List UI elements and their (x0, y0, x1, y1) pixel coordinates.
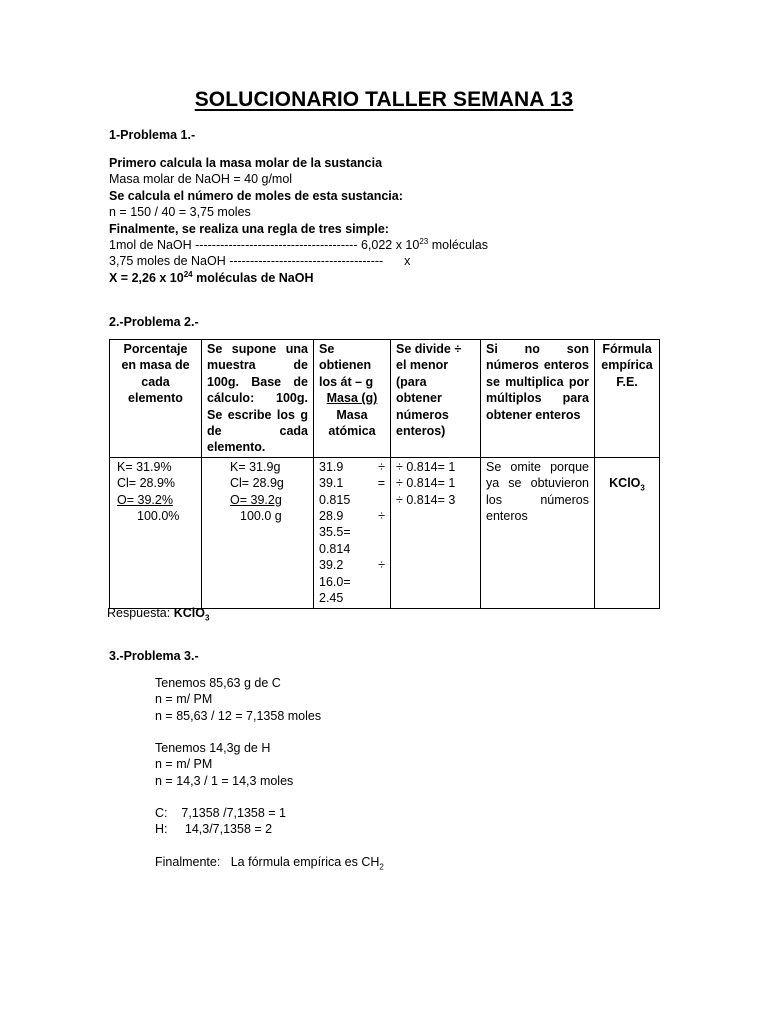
percent-cl: Cl= 28.9% (117, 476, 176, 491)
table-data-row (110, 457, 660, 608)
formula-text: KClO (609, 475, 641, 490)
problem-2-answer (107, 605, 209, 621)
division-cl: ÷ 0.814= 1 (396, 476, 456, 491)
cell-atom-gram-calcs (314, 457, 391, 608)
header-atom-gram (314, 340, 391, 458)
p1-line-8 (109, 270, 488, 286)
grams-k: K= 31.9g (230, 459, 281, 474)
cell-multiply-note: Se omite porque ya se obtuvieron los números enteros (481, 457, 595, 608)
p3-c-line-2: n = m/ PM (155, 692, 213, 707)
problem-3-carbon (155, 675, 321, 724)
p3-c-line-3: n = 85,63 / 12 = 7,1358 moles (155, 708, 322, 723)
grams-total: 100.0 g (240, 509, 282, 524)
answer-formula-text: KClO (173, 606, 205, 620)
p3-h-line-2: n = m/ PM (155, 757, 213, 772)
cell-percentages (110, 457, 202, 608)
p1-line-6-unit: moléculas (428, 238, 488, 253)
header-atomic-mass: Masa atómica (328, 407, 376, 439)
p1-line-1: Primero calcula la masa molar de la sustancia (109, 156, 383, 170)
p3-c-line-1: Tenemos 85,63 g de C (155, 676, 281, 690)
problem-3-final (155, 854, 384, 870)
p1-line-2: Masa molar de NaOH = 40 g/mol (109, 172, 293, 187)
header-formula: Fórmula empírica F.E. (595, 340, 660, 458)
problem-3-heading: 3.-Problema 3.- (109, 649, 199, 663)
header-mass: Masa (g) (326, 391, 378, 406)
calc-value: 16.0= (319, 574, 351, 589)
problem-1-body (109, 155, 488, 286)
percent-o: O= 39.2% (117, 492, 173, 507)
problem-3-ratios (155, 805, 286, 838)
p1-line-7 (109, 253, 488, 269)
grams-o: O= 39.2g (230, 492, 282, 507)
table-header-row (110, 340, 660, 458)
answer-formula (173, 606, 210, 623)
p3-final-subscript: 2 (379, 862, 384, 872)
calc-operator: ÷ (378, 558, 385, 573)
p1-line-6-exponent: 23 (419, 236, 429, 246)
p3-final-text: Finalmente: La fórmula empírica es CH (155, 855, 380, 869)
calc-value: 39.2 (319, 558, 344, 573)
problem-1-heading: 1-Problema 1.- (109, 128, 196, 142)
calc-operator: ÷ (378, 509, 385, 524)
p1-line-6-text: 1mol de NaOH --------------------------------------- 6,022 x 10 (109, 238, 420, 253)
grams-cl: Cl= 28.9g (230, 476, 284, 491)
percent-total: 100.0% (137, 509, 180, 524)
problem-2-table (109, 339, 660, 609)
calc-value: 31.9 (319, 459, 344, 474)
percent-k: K= 31.9% (117, 459, 172, 474)
calc-value: 39.1 (319, 476, 344, 491)
calc-line (319, 459, 385, 475)
p1-line-3: Se calcula el número de moles de esta sustancia: (109, 188, 403, 203)
p1-line-7-unknown: x (404, 254, 411, 269)
calc-line (319, 492, 385, 508)
header-divide: Se divide ÷ el menor (para obtener números enteros) (391, 340, 481, 458)
calc-line (319, 508, 385, 524)
calc-operator: = (377, 476, 385, 491)
problem-2-heading: 2.-Problema 2.- (109, 315, 199, 329)
cell-formula (595, 457, 660, 608)
calc-value: 28.9 (319, 509, 344, 524)
header-sample: Se supone una muestra de 100g. Base de cálculo: 100g. Se escribe los g de cada elemento. (202, 340, 314, 458)
p1-line-6 (109, 237, 488, 253)
p3-h-line-1: Tenemos 14,3g de H (155, 741, 271, 755)
calc-value: 0.814 (319, 541, 351, 556)
header-multiply: Si no son números enteros se multiplica por múltiplos para obtener enteros (481, 340, 595, 458)
calc-line (319, 475, 385, 491)
answer-label: Respuesta: (107, 606, 174, 620)
calc-line (319, 590, 385, 606)
title-text: SOLUCIONARIO TALLER SEMANA 13 (194, 88, 574, 111)
calc-line (319, 524, 385, 540)
calc-value: 35.5= (319, 525, 351, 540)
p1-line-8-text: X = 2,26 x 10 (109, 270, 184, 285)
page-title (0, 88, 768, 112)
calc-operator: ÷ (378, 459, 385, 474)
division-o: ÷ 0.814= 3 (396, 492, 456, 507)
header-percent: Porcentaje en masa de cada elemento (110, 340, 202, 458)
problem-3-hydrogen (155, 740, 293, 789)
cell-divisions (391, 457, 481, 608)
division-k: ÷ 0.814= 1 (396, 459, 456, 474)
p1-line-8-exponent: 24 (183, 269, 193, 279)
p3-h-line-3: n = 14,3 / 1 = 14,3 moles (155, 773, 294, 788)
p1-line-5: Finalmente, se realiza una regla de tres simple: (109, 221, 389, 236)
formula-subscript: 3 (640, 483, 645, 493)
p1-line-4: n = 150 / 40 = 3,75 moles (109, 205, 251, 220)
p3-ratio-h: H: 14,3/7,1358 = 2 (155, 822, 273, 837)
cell-grams (202, 457, 314, 608)
p1-line-8-unit: moléculas de NaOH (192, 270, 314, 285)
calc-line (319, 557, 385, 573)
calc-value: 2.45 (319, 591, 344, 606)
answer-formula-subscript: 3 (204, 613, 210, 623)
calc-line (319, 574, 385, 590)
p1-line-7-text: 3,75 moles de NaOH ------------------------------------- (109, 254, 384, 269)
header-atom-gram-text: Se obtienen los át – g (319, 342, 374, 389)
calc-line (319, 541, 385, 557)
calc-value: 0.815 (319, 492, 351, 507)
p3-ratio-c: C: 7,1358 /7,1358 = 1 (155, 806, 286, 820)
